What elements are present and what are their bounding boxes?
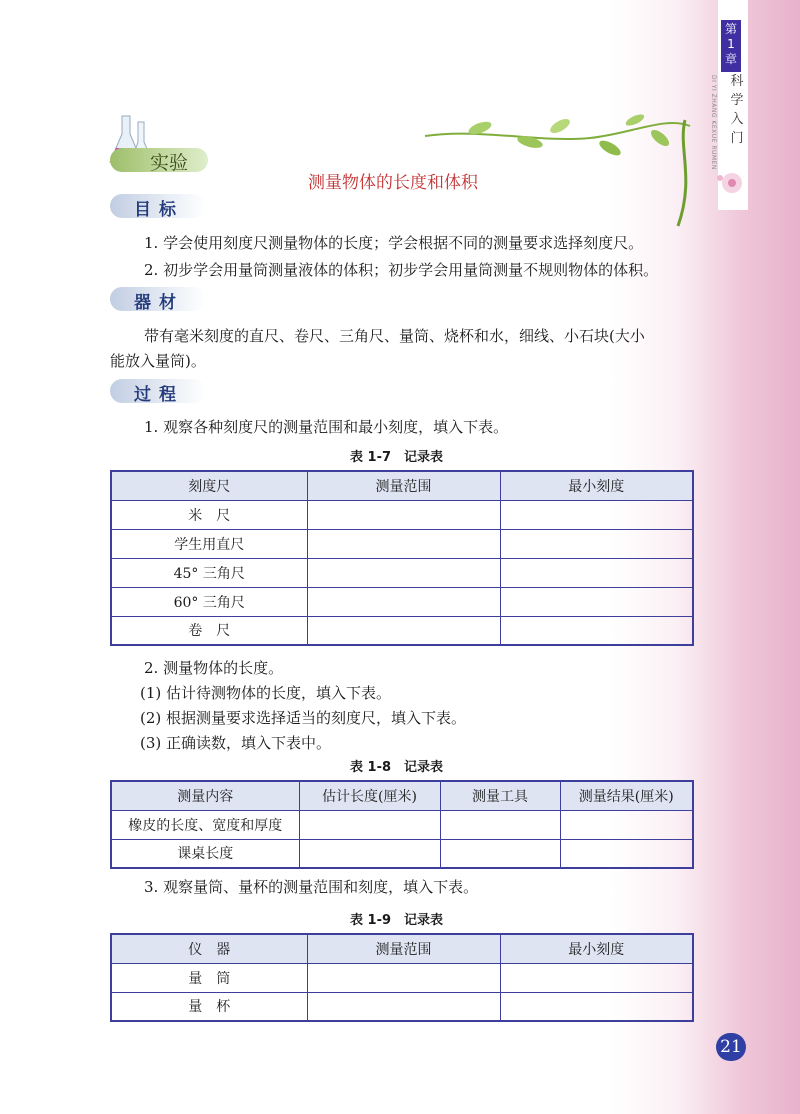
page-number: 21 [716,1033,746,1061]
table-row-label: 卷 尺 [111,616,307,645]
table-cell-empty [307,992,500,1021]
chapter-pinyin: DI YI ZHANG KEXUE RUMEN [710,75,717,170]
chapter-label-2: 1 [727,37,735,51]
table-row-label: 量 筒 [111,963,307,992]
flower-icon [712,168,752,198]
table-row [111,587,693,616]
materials-text-line2: 能放入量筒)。 [110,352,206,370]
table-2-caption: 表 1-8 记录表 [350,760,444,775]
chapter-name-char: 学 [730,93,744,108]
table-cell-empty [307,558,500,587]
table-header-cell: 测量结果(厘米) [560,781,693,810]
table-cell-empty [307,500,500,529]
section-process-label: 过程 [134,385,184,405]
chapter-label-1: 第 [724,22,737,36]
process-step-2: 2. 测量物体的长度。 [144,659,284,677]
chapter-name-char: 科 [730,74,744,89]
table-header-row [111,934,693,963]
experiment-label: 实验 [150,152,189,174]
table-cell-empty [560,839,693,868]
table-row [111,500,693,529]
table-header-row [111,471,693,500]
table-header-cell: 刻度尺 [111,471,307,500]
table-cell-empty [500,587,693,616]
chapter-label-3: 章 [724,52,737,66]
table-header-cell: 仪 器 [111,934,307,963]
table-cell-empty [500,558,693,587]
section-materials-heading [110,287,206,311]
table-row-label: 60° 三角尺 [111,587,307,616]
table-cell-empty [560,810,693,839]
chapter-name-char: 门 [730,131,744,146]
table-row-label: 45° 三角尺 [111,558,307,587]
process-step-2-3: (3) 正确读数，填入下表中。 [140,734,332,752]
table-cell-empty [500,529,693,558]
table-row [111,963,693,992]
table-row [111,839,693,868]
table-3 [110,933,694,1022]
table-cell-empty [299,839,440,868]
process-step-2-1: (1) 估计待测物体的长度，填入下表。 [140,684,392,702]
section-goals-heading [110,194,206,218]
table-cell-empty [500,963,693,992]
section-goals-label: 目标 [134,200,184,220]
chapter-number-box [721,20,741,72]
table-header-cell: 测量范围 [307,934,500,963]
section-materials-label: 器材 [134,293,184,313]
table-header-cell: 测量工具 [440,781,560,810]
table-cell-empty [440,810,560,839]
table-row [111,616,693,645]
table-row [111,810,693,839]
table-1-caption: 表 1-7 记录表 [350,450,444,465]
table-header-cell: 测量范围 [307,471,500,500]
section-process-heading [110,379,206,403]
table-cell-empty [500,500,693,529]
table-cell-empty [307,529,500,558]
table-header-cell: 最小刻度 [500,934,693,963]
chapter-name [728,72,746,148]
page-title: 测量物体的长度和体积 [308,173,478,193]
table-header-row [111,781,693,810]
table-row-label: 课桌长度 [111,839,299,868]
materials-text-line1: 带有毫米刻度的直尺、卷尺、三角尺、量筒、烧杯和水，细线、小石块(大小 [144,327,645,345]
table-cell-empty [500,992,693,1021]
table-cell-empty [307,587,500,616]
table-cell-empty [500,616,693,645]
goal-item: 1. 学会使用刻度尺测量物体的长度；学会根据不同的测量要求选择刻度尺。 [144,234,644,252]
table-row-label: 橡皮的长度、宽度和厚度 [111,810,299,839]
table-header-cell: 最小刻度 [500,471,693,500]
table-row [111,558,693,587]
table-cell-empty [299,810,440,839]
table-cell-empty [307,616,500,645]
table-header-cell: 测量内容 [111,781,299,810]
table-row-label: 量 杯 [111,992,307,1021]
process-step-1: 1. 观察各种刻度尺的测量范围和最小刻度，填入下表。 [144,418,509,436]
goal-item: 2. 初步学会用量筒测量液体的体积；初步学会用量筒测量不规则物体的体积。 [144,261,659,279]
process-step-2-2: (2) 根据测量要求选择适当的刻度尺，填入下表。 [140,709,467,727]
table-cell-empty [307,963,500,992]
table-row [111,529,693,558]
table-row [111,992,693,1021]
table-3-caption: 表 1-9 记录表 [350,913,444,928]
table-2 [110,780,694,869]
process-step-3: 3. 观察量筒、量杯的测量范围和刻度，填入下表。 [144,878,479,896]
table-header-cell: 估计长度(厘米) [299,781,440,810]
table-row-label: 学生用直尺 [111,529,307,558]
table-cell-empty [440,839,560,868]
table-1 [110,470,694,646]
chapter-name-char: 入 [730,112,744,127]
table-row-label: 米 尺 [111,500,307,529]
